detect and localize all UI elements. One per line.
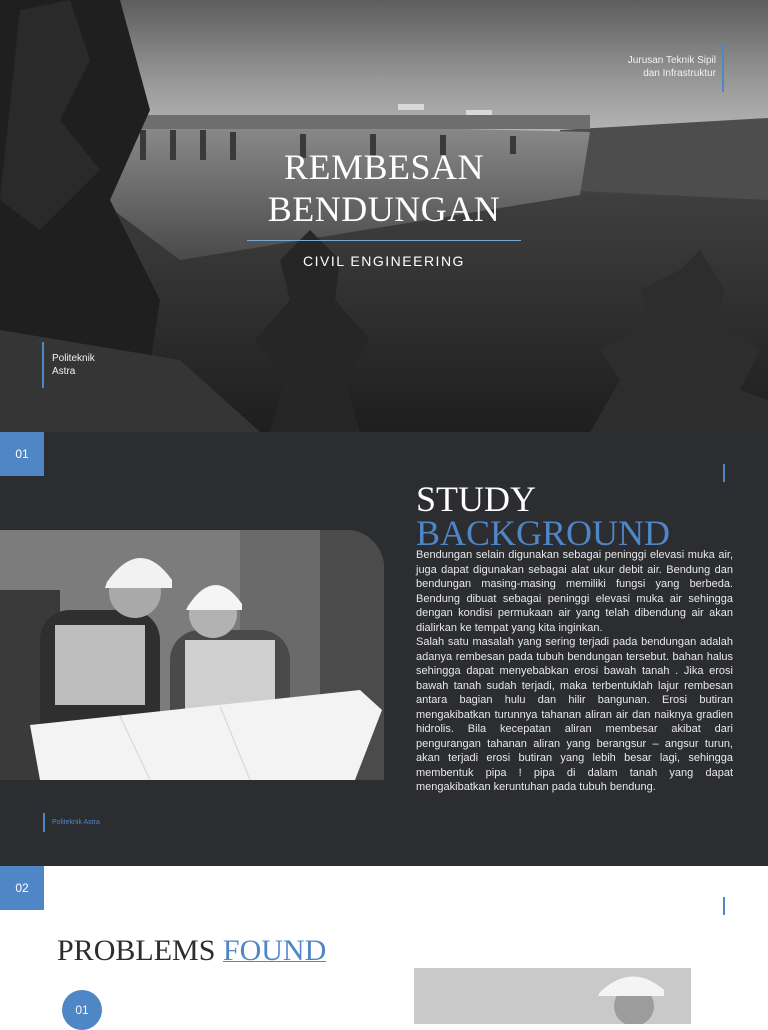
hero-subtitle: CIVIL ENGINEERING xyxy=(303,253,465,269)
hero-divider xyxy=(247,240,521,241)
section1-tag-accent-bar xyxy=(43,813,45,832)
institution-line1: Politeknik xyxy=(52,353,95,364)
hero-section xyxy=(0,0,768,432)
hero-title xyxy=(0,146,768,230)
section-number-02: 02 xyxy=(0,866,44,910)
engineer-hardhat-photo xyxy=(414,968,691,1024)
problems-found-section xyxy=(0,866,768,1024)
institution-label xyxy=(52,352,95,378)
institution-accent-bar xyxy=(42,342,44,388)
department-label xyxy=(596,54,716,80)
department-line2: dan Infrastruktur xyxy=(643,68,716,79)
problems-title-part2: FOUND xyxy=(222,934,327,967)
problems-title-part1: PROBLEMS xyxy=(57,934,216,967)
study-background-title xyxy=(416,479,671,553)
engineers-reading-blueprint-photo xyxy=(0,530,384,780)
department-line1: Jurusan Teknik Sipil xyxy=(627,55,716,66)
institution-tag: Politeknik Astra xyxy=(52,819,100,826)
study-title-line2: BACKGROUND xyxy=(416,513,671,553)
study-background-text xyxy=(416,548,733,795)
study-background-section xyxy=(0,432,768,866)
paragraph-1: Bendungan selain digunakan sebagai peninggi elevasi muka air, juga dapat digunakan sebagai alat ukur debit air. Bendung dan bendungan masing-masing memiliki fungsi yang berbeda. Bendung dibuat sebagai peninggi elevasi muka air sehingga dengan kondisi permukaan air yang telah dibendung air akan dialirkan ke tempat yang kita inginkan. xyxy=(416,549,733,634)
problem-item-number: 01 xyxy=(62,990,102,1030)
hero-title-line1: REMBESAN xyxy=(283,147,485,187)
hero-title-line2: BENDUNGAN xyxy=(267,189,501,229)
section2-accent-bar xyxy=(723,897,725,915)
paragraph-2: Salah satu masalah yang sering terjadi pada bendungan adalah adanya rembesan pada tubuh bendungan tersebut. bahan halus sehingga dapat menyebabkan erosi bawah tanah . Jika erosi bawah tanah sudah terjadi, maka terbentuklah lajur rembesan antara bagian hulu dan hilir bangunan. Erosi butiran mengakibatkan turunnya tahanan aliran air dan naiknya gradien hidrolis. Bila kecepatan aliran membesar akibat dari pengurangan tahanan aliran yang berangsur – angsur turun, akan terjadi erosi butiran yang lebih besar lagi, sehingga membentuk pipa ! pipa di dalam tanah yang dapat mengakibatkan keruntuhan pada tubuh bendung. xyxy=(416,636,733,793)
section-number-01: 01 xyxy=(0,432,44,476)
institution-line2: Astra xyxy=(52,366,76,377)
department-accent-bar xyxy=(722,44,724,92)
problems-found-title xyxy=(57,934,326,968)
section1-accent-bar xyxy=(723,464,725,482)
study-title-line1: STUDY xyxy=(416,479,537,519)
